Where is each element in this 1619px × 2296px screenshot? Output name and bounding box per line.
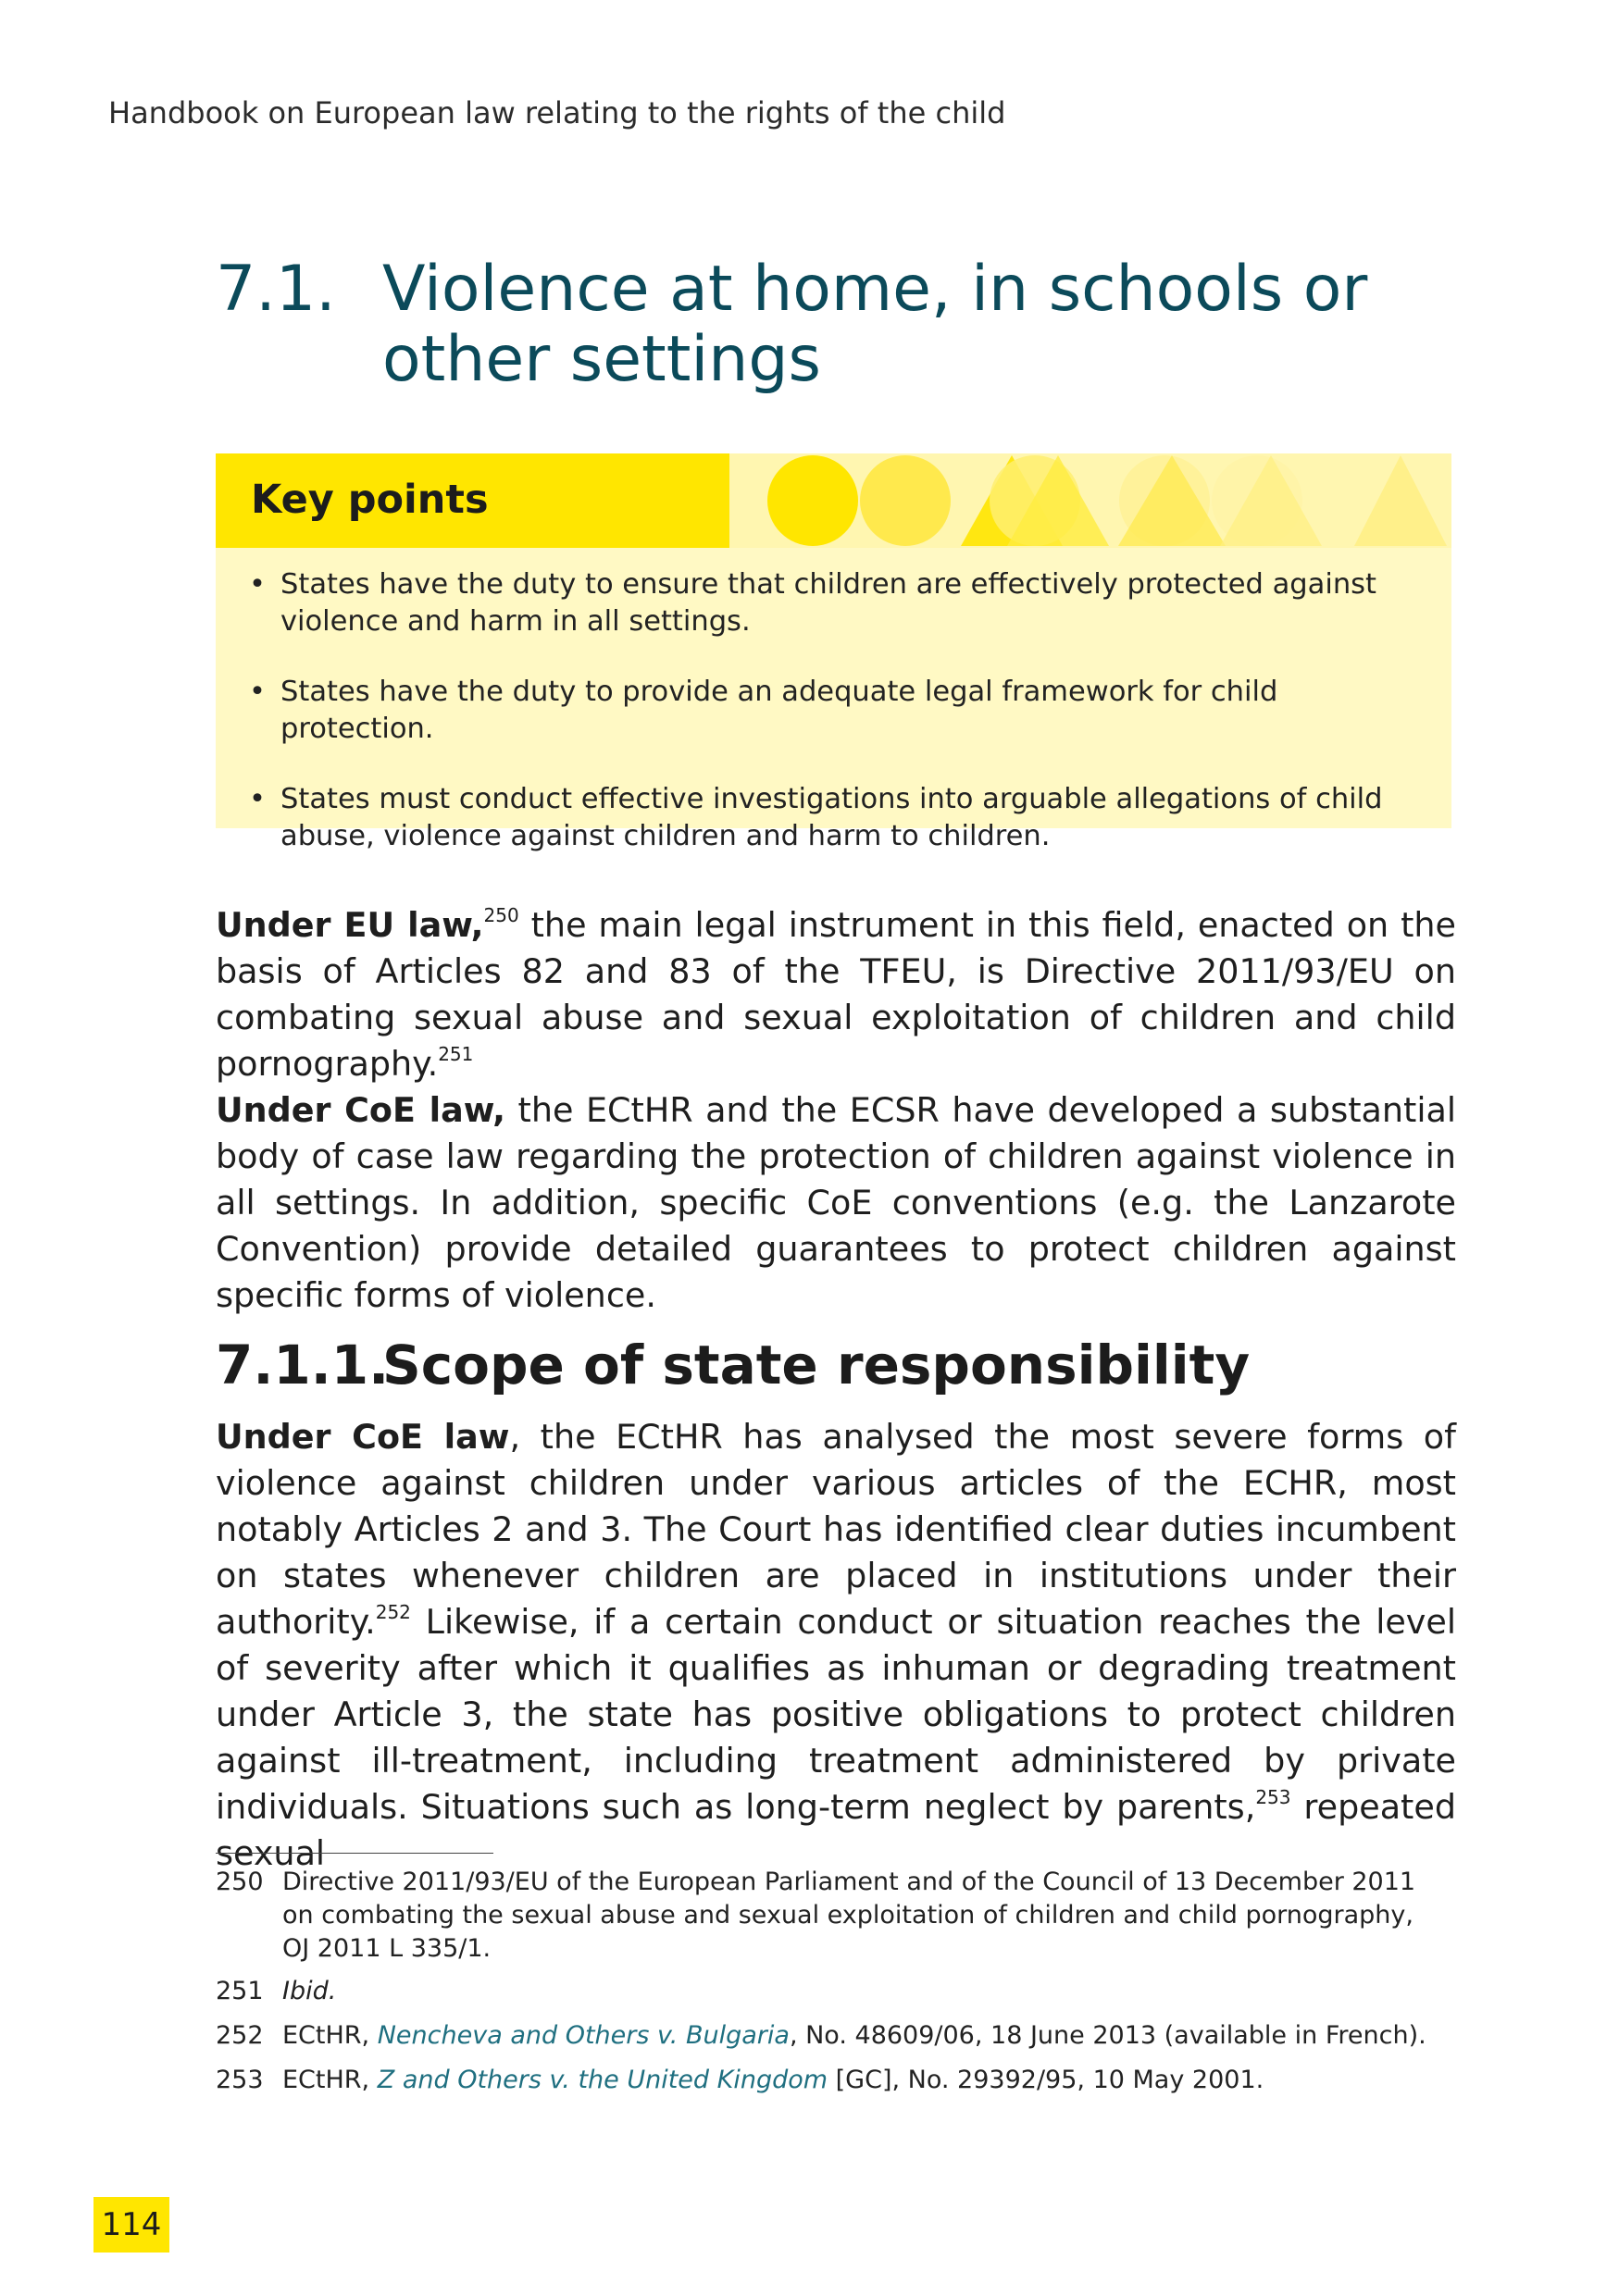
footnote-ref: 250 <box>483 904 519 926</box>
key-points-header <box>216 453 729 548</box>
footnote-text: Ibid. <box>282 1977 337 2005</box>
key-points-title: Key points <box>251 477 489 523</box>
case-link-nencheva[interactable]: Nencheva and Others v. Bulgaria <box>377 2021 790 2050</box>
coe-law-lead: Under CoE law <box>216 1417 510 1457</box>
eu-law-lead: Under EU law, <box>216 905 484 945</box>
key-point-item <box>216 674 1451 748</box>
deco-circle-1 <box>767 455 858 546</box>
key-points-list <box>216 566 1451 888</box>
footnote-prefix: ECtHR, <box>282 2066 378 2094</box>
subsection-heading-text: Scope of state responsibility <box>382 1334 1251 1396</box>
footnote-ref: 252 <box>375 1601 411 1623</box>
paragraph-text: Likewise, if a certain conduct or situation reaches the level of severity after which it qualifies as inhuman or degrading treatment under Article 3, the state has positive obligations to protect children against ill-treatment, including treatment administered by private individuals. Situations such as long-term neglect by parents, <box>216 1602 1456 1827</box>
key-point-item <box>216 566 1451 640</box>
footnote-ref: 251 <box>438 1043 474 1065</box>
bullet: • <box>249 568 266 601</box>
paragraph-text: repeated sexual <box>216 1787 1456 1873</box>
paragraph-text: the ECtHR and the ECSR have developed a substantial body of case law regarding the protection of children against violence in all settings. In addition, specific CoE conventions (e.g. the Lanzarote Convention) provide detailed guarantees to protect children against specific forms of violence. <box>216 1090 1456 1315</box>
bullet: • <box>249 676 266 708</box>
footnote-suffix: , No. 48609/06, 18 June 2013 (available in French). <box>789 2021 1426 2050</box>
footnote-number: 252 <box>216 2021 264 2050</box>
paragraph-text: , the ECtHR has analysed the most severe forms of violence against children under various articles of the ECHR, most notably Articles 2 and 3. The Court has identified clear duties incumbent on states whenever children are placed in institutions under their authority. <box>216 1417 1456 1642</box>
case-link-z-and-others[interactable]: Z and Others v. the United Kingdom <box>377 2066 828 2094</box>
paragraph-eu-law <box>216 902 1456 1087</box>
footnote-prefix: ECtHR, <box>282 2021 378 2050</box>
key-point-text: States must conduct effective investigations into arguable allegations of child abuse, violence against children and harm to children. <box>280 783 1383 852</box>
footnote-suffix: [GC], No. 29392/95, 10 May 2001. <box>828 2066 1264 2094</box>
paragraph-state-responsibility <box>216 1414 1456 1877</box>
key-point-text: States have the duty to ensure that children are effectively protected against violence and harm in all settings. <box>280 568 1377 638</box>
footnote-ref: 253 <box>1255 1786 1291 1808</box>
running-header: Handbook on European law relating to the rights of the child <box>108 95 1006 130</box>
page-number: 114 <box>93 2197 169 2253</box>
section-heading-text: Violence at home, in schools or other settings <box>382 253 1368 396</box>
key-points-box <box>216 453 1451 852</box>
key-point-text: States have the duty to provide an adequate legal framework for child protection. <box>280 676 1278 745</box>
footnote-text: Directive 2011/93/EU of the European Parliament and of the Council of 13 December 2011 on combating the sexual abuse and sexual exploitation of children and child pornography, OJ 2011 L 335/1. <box>282 1868 1416 1963</box>
footnote-number: 253 <box>216 2066 264 2094</box>
section-number: 7.1. <box>216 253 336 326</box>
footnote-number: 250 <box>216 1868 264 1896</box>
deco-circle-2 <box>860 455 951 546</box>
subsection-number: 7.1.1. <box>216 1334 390 1396</box>
paragraph-coe-law <box>216 1087 1456 1319</box>
footnote-divider <box>216 1853 493 1854</box>
footnote-number: 251 <box>216 1977 264 2005</box>
bullet: • <box>249 783 266 815</box>
paragraph-text: the main legal instrument in this field, enacted on the basis of Articles 82 and 83 of the TFEU, is Directive 2011/93/EU on combating sexual abuse and sexual exploitation of children and child pornography. <box>216 905 1456 1084</box>
decorative-shapes <box>729 453 1451 548</box>
key-point-item <box>216 781 1451 855</box>
coe-law-lead: Under CoE law, <box>216 1090 505 1130</box>
